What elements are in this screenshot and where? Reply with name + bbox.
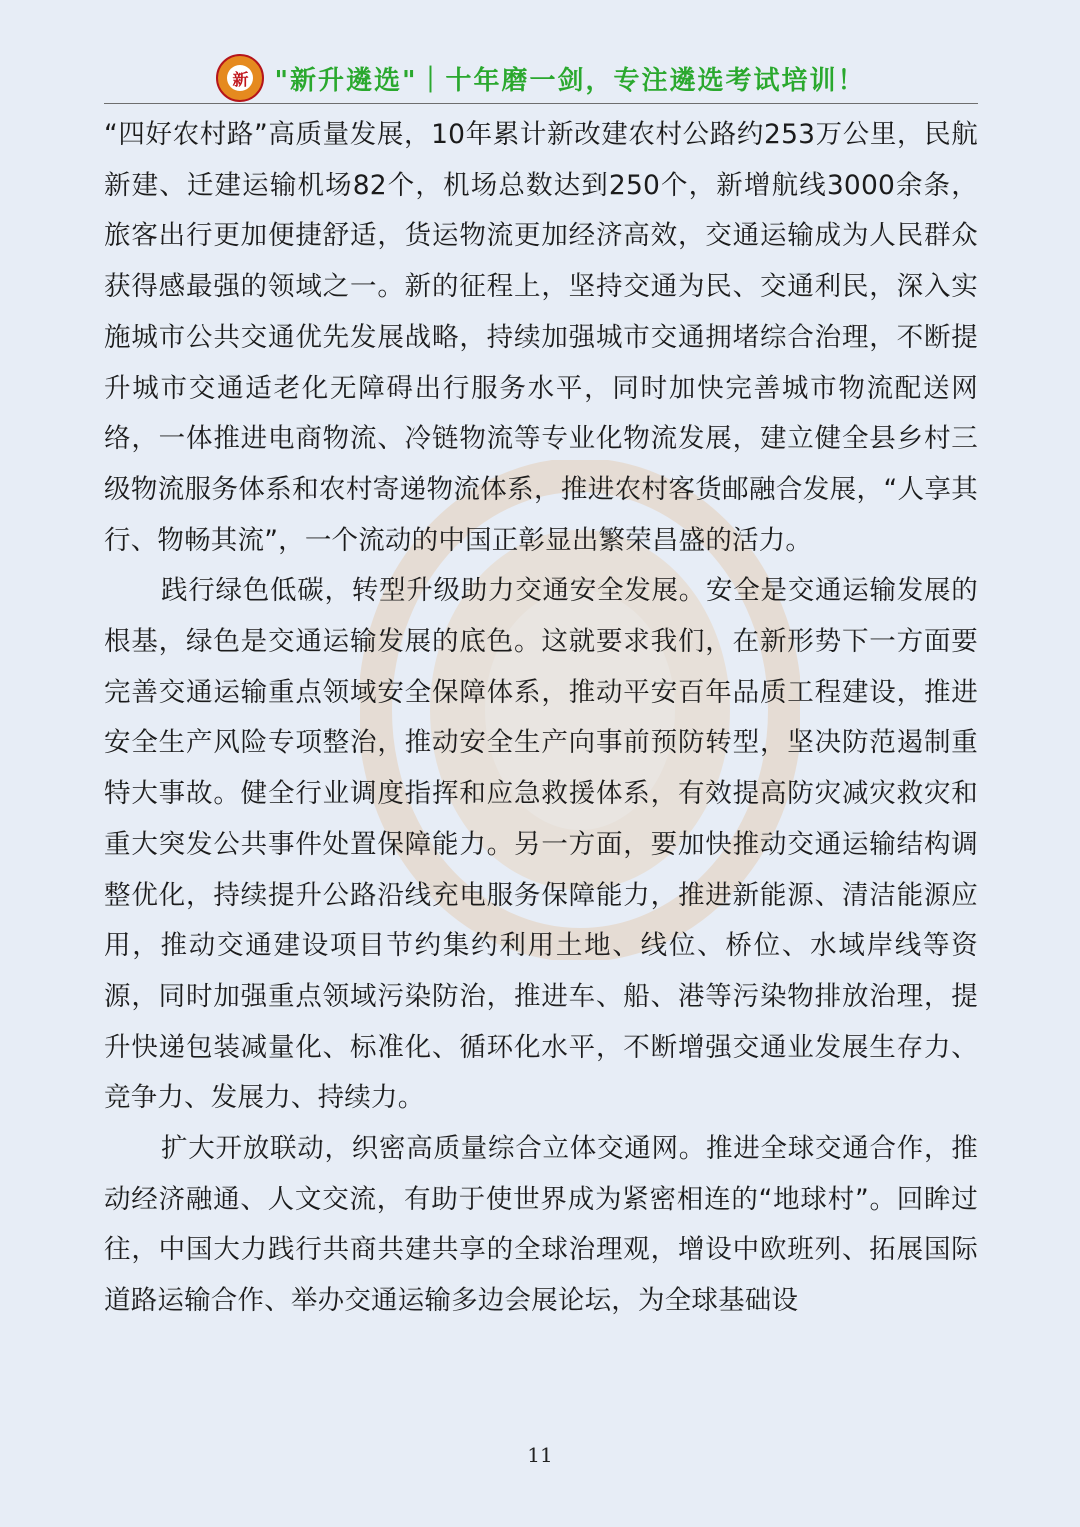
paragraph-continued: “四好农村路”高质量发展，10年累计新改建农村公路约253万公里，民航新建、迁建运输机场82个，机场总数达到250个，新增航线3000余条，旅客出行更加便捷舒适，货运物流更加经济高效，交通运输成为人民群众获得感最强的领域之一。新的征程上，坚持交通为民、交通利民，深入实施城市公共交通优先发展战略，持续加强城市交通拥堵综合治理，不断提升城市交通适老化无障碍出行服务水平，同时加快完善城市物流配送网络，一体推进电商物流、冷链物流等专业化物流发展，建立健全县乡村三级物流服务体系和农村寄递物流体系，推进农村客货邮融合发展，“人享其行、物畅其流”，一个流动的中国正彰显出繁荣昌盛的活力。 [104, 119, 978, 556]
brand-logo-icon [216, 54, 264, 102]
page-header [104, 54, 978, 102]
page-number: 11 [527, 1443, 553, 1467]
brand-logo-mark: 新 [227, 65, 253, 91]
header-divider [104, 103, 978, 104]
header-slogan: "新升遴选"｜十年磨一剑，专注遴选考试培训！ [274, 65, 866, 96]
paragraph-green-safety: 践行绿色低碳，转型升级助力交通安全发展。安全是交通运输发展的根基，绿色是交通运输发展的底色。这就要求我们，在新形势下一方面要完善交通运输重点领域安全保障体系，推动平安百年品质工程建设，推进安全生产风险专项整治，推动安全生产向事前预防转型，坚决防范遏制重特大事故。健全行业调度指挥和应急救援体系，有效提高防灾减灾救灾和重大突发公共事件处置保障能力。另一方面，要加快推动交通运输结构调整优化，持续提升公路沿线充电服务保障能力，推进新能源、清洁能源应用，推动交通建设项目节约集约利用土地、线位、桥位、水域岸线等资源，同时加强重点领域污染防治，推进车、船、港等污染物排放治理，提升快递包装减量化、标准化、循环化水平，不断增强交通业发展生存力、竞争力、发展力、持续力。 [104, 575, 978, 1114]
paragraph-open-linkage: 扩大开放联动，织密高质量综合立体交通网。推进全球交通合作，推动经济融通、人文交流，有助于使世界成为紧密相连的“地球村”。回眸过往，中国大力践行共商共建共享的全球治理观，增设中欧班列、拓展国际道路运输合作、举办交通运输多边会展论坛，为全球基础设 [104, 1133, 978, 1317]
article-body [104, 110, 978, 1327]
